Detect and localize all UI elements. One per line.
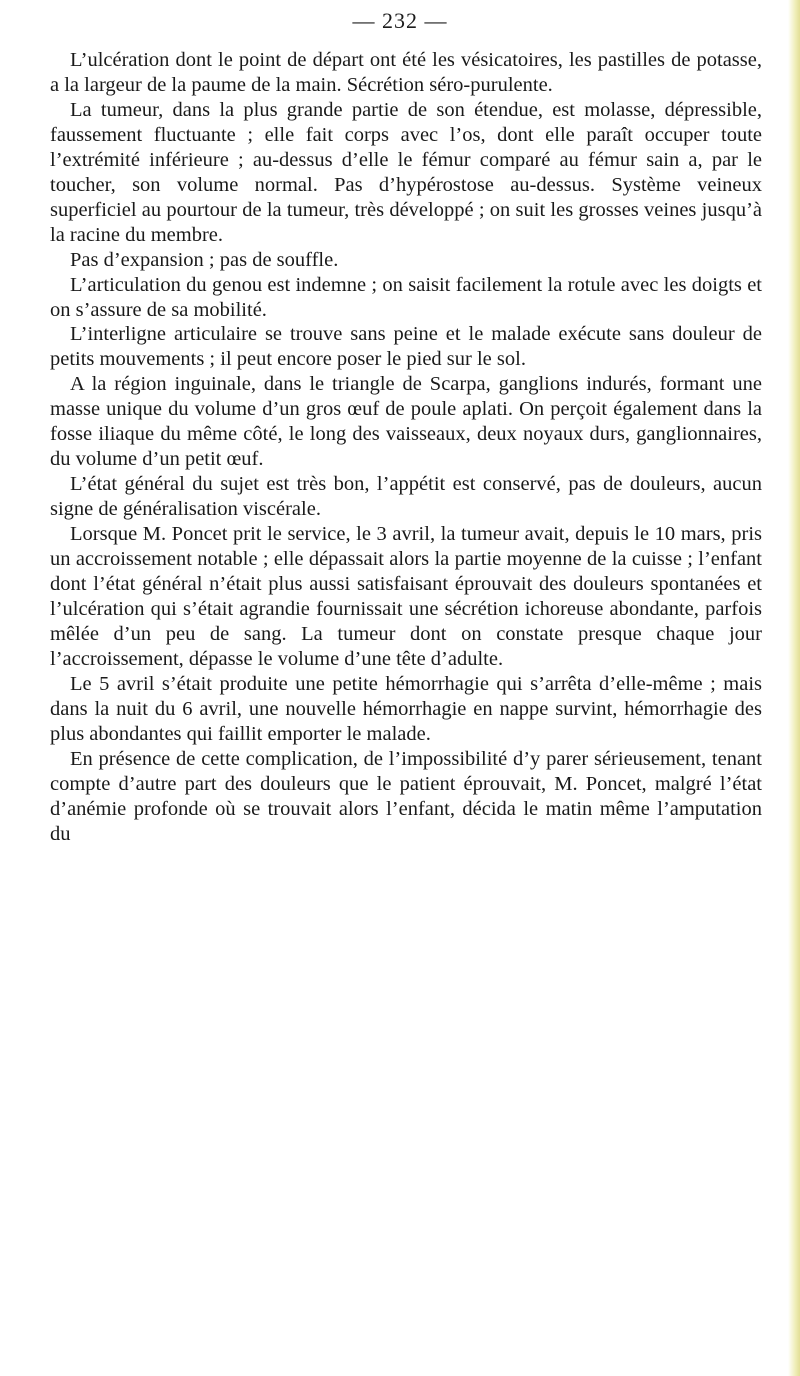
paragraph-hemorrhagie: Le 5 avril s’était produite une petite hémorrhagie qui s’arrêta d’elle-même ; mais dans la nuit du 6 avril, une nouvelle hémorrhagie en nappe survint, hémorrhagie des plus abondantes qui faillit emporter le malade. — [50, 672, 762, 745]
paragraph-tumeur: La tumeur, dans la plus grande partie de son étendue, est molasse, dépressible, faussement fluctuante ; elle fait corps avec l’os, dont elle paraît occuper toute l’extrémité inférieure ; au-dessus d’elle le fémur comparé au fémur sain a, par le toucher, son volume normal. Pas d’hypérostose au-dessus. Système veineux superficiel au pourtour de la tumeur, très développé ; on suit les grosses veines jusqu’à la racine du membre. — [50, 98, 762, 246]
paragraph-expansion: Pas d’expansion ; pas de souffle. — [70, 248, 339, 271]
paragraph-complication: En présence de cette complication, de l’impossibilité d’y parer sérieusement, tenant compte d’autre part des douleurs que le patient éprouvait, M. Poncet, malgré l’état d’anémie profonde où se trouvait alors l’enfant, décida le matin même l’amputation du — [50, 747, 762, 845]
body-text — [50, 48, 762, 847]
paragraph-etat-general: L’état général du sujet est très bon, l’appétit est conservé, pas de douleurs, aucun signe de généralisation viscérale. — [50, 473, 762, 521]
paragraph-articulation: L’articulation du genou est indemne ; on saisit facilement la rotule avec les doigts et on s’assure de sa mobilité. — [50, 273, 762, 321]
paragraph-region-inguinale: A la région inguinale, dans le triangle de Scarpa, ganglions indurés, formant une masse unique du volume d’un gros œuf de poule aplati. On perçoit également dans la fosse iliaque du même côté, le long des vaisseaux, deux noyaux durs, ganglionnaires, du volume d’un petit œuf. — [50, 373, 762, 471]
page-edge-discoloration — [788, 0, 800, 1376]
paragraph-interligne: L’interligne articulaire se trouve sans peine et le malade exécute sans douleur de petits mouvements ; il peut encore poser le pied sur le sol. — [50, 323, 762, 371]
page-number: — 232 — — [352, 8, 448, 33]
paragraph-lorsque-poncet: Lorsque M. Poncet prit le service, le 3 avril, la tumeur avait, depuis le 10 mars, pris un accroissement notable ; elle dépassait alors la partie moyenne de la cuisse ; l’enfant dont l’état général n’était plus aussi satisfaisant éprouvait des douleurs spontanées et l’ulcération qui s’était agrandie fournissait une sécrétion ichoreuse abondante, parfois mêlée d’un peu de sang. La tumeur dont on constate presque chaque jour l’accroissement, dépasse le volume d’une tête d’adulte. — [50, 523, 762, 670]
paragraph-ulceration: L’ulcération dont le point de départ ont été les vésicatoires, les pastilles de potasse, a la largeur de la paume de la main. Sécrétion séro-purulente. — [50, 49, 762, 96]
